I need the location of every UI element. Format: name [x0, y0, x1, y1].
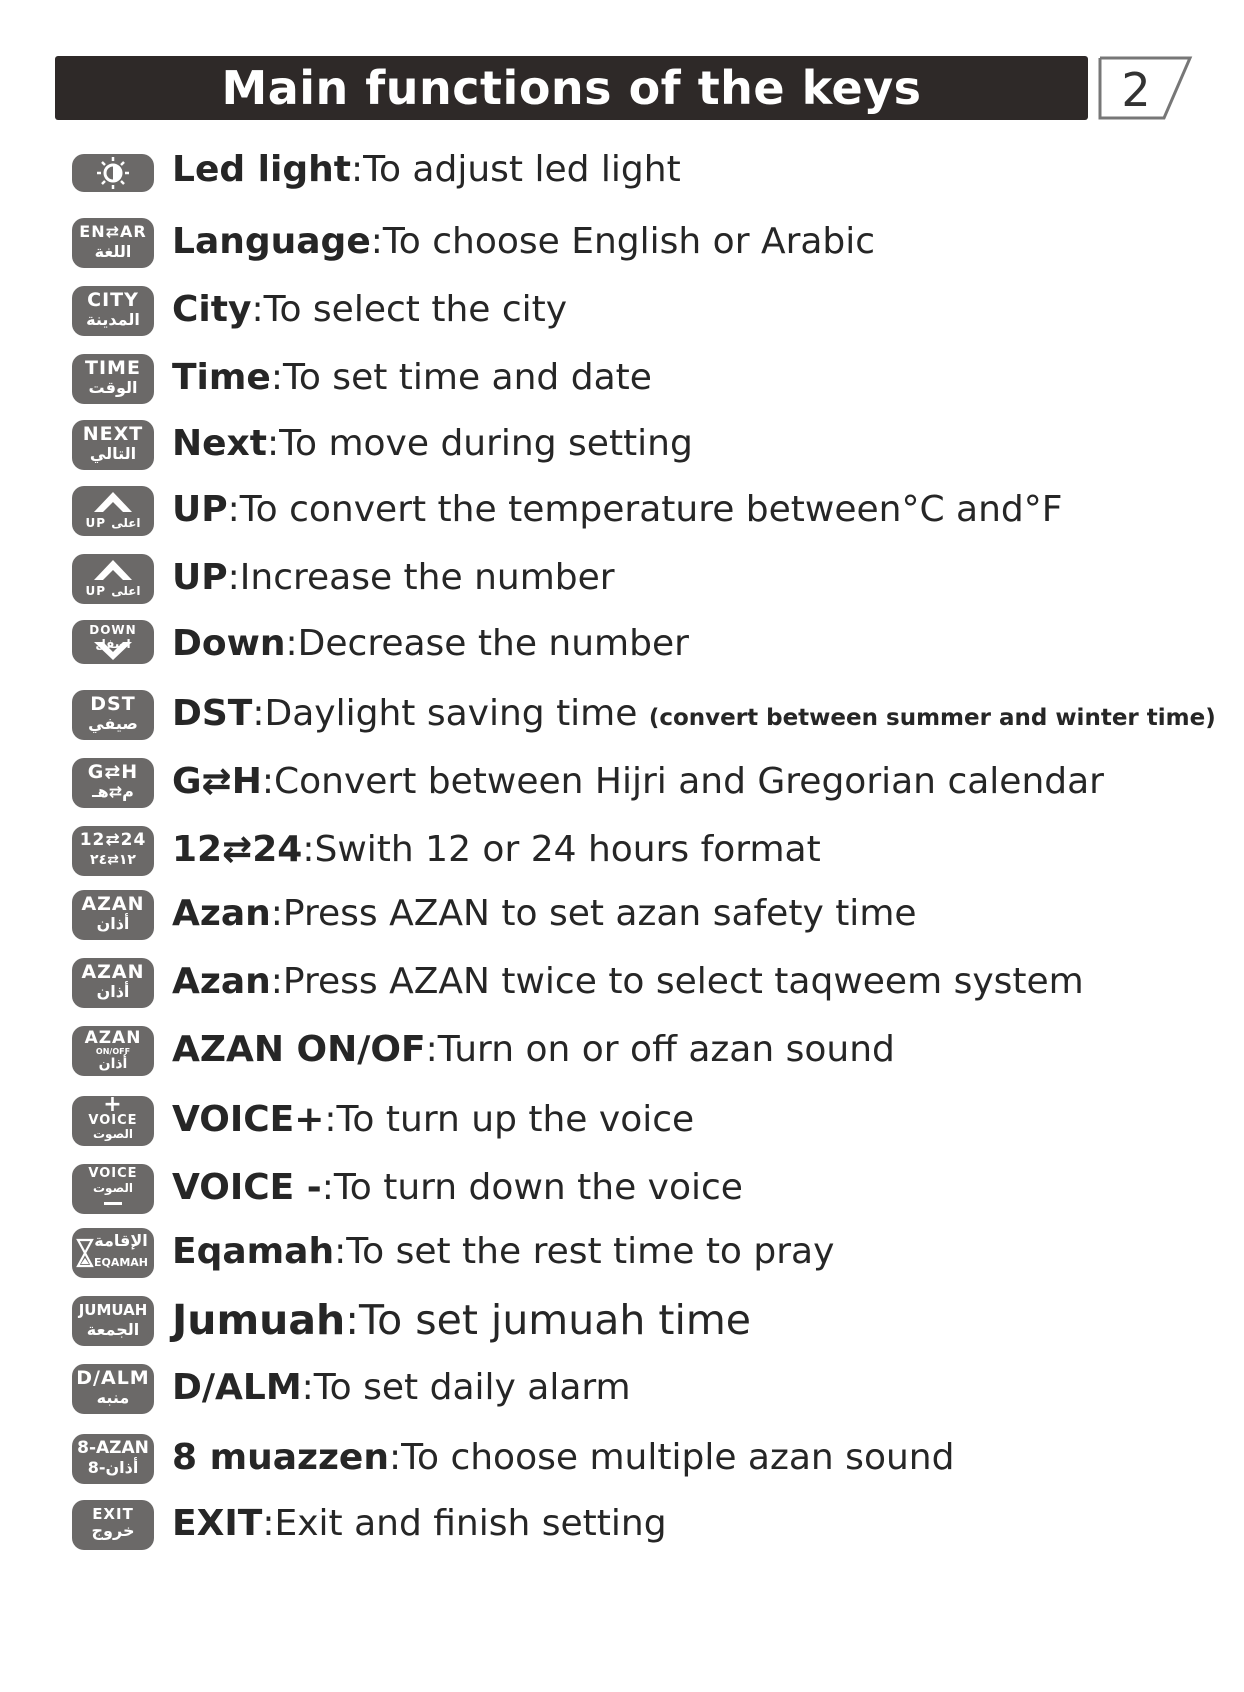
- key-description: Exit and finish setting: [274, 1503, 667, 1544]
- key-name: VOICE -: [172, 1167, 322, 1208]
- key-note: (convert between summer and winter time): [648, 705, 1216, 731]
- key-icon-latin: EXIT: [92, 1505, 134, 1523]
- key-description: To turn down the voice: [333, 1167, 743, 1208]
- eight-azan-key-icon: [72, 1434, 154, 1484]
- key-name: Led light: [172, 149, 351, 190]
- key-description: To set jumuah time: [359, 1296, 752, 1344]
- key-name: Azan: [172, 893, 271, 934]
- key-icon-mini: ON/OFF: [95, 1047, 131, 1056]
- key-icon-latin: TIME: [85, 357, 141, 379]
- key-description: To set daily alarm: [313, 1367, 631, 1408]
- key-description: To set time and date: [282, 357, 652, 398]
- key-icon-arabic: أذان: [96, 982, 130, 1001]
- key-label: Time:To set time and date: [172, 357, 652, 398]
- key-icon-latin: 8-AZAN: [77, 1438, 149, 1458]
- key-label: Jumuah:To set jumuah time: [172, 1296, 752, 1344]
- key-label: UP:To convert the temperature between°C and°F: [172, 489, 1063, 530]
- key-description: Increase the number: [239, 557, 615, 598]
- key-description: To choose multiple azan sound: [401, 1437, 955, 1478]
- key-icon-arabic: أذان: [96, 914, 130, 933]
- key-icon-latin: AZAN: [81, 893, 145, 915]
- key-description: To move during setting: [279, 423, 693, 464]
- key-icon-arabic: التالي: [89, 444, 137, 463]
- key-name: Eqamah: [172, 1231, 335, 1272]
- page-number: 2: [1121, 63, 1151, 117]
- key-icon-latin: D/ALM: [76, 1367, 150, 1389]
- key-name: City: [172, 289, 252, 330]
- key-description: To convert the temperature between°C and°F: [239, 489, 1063, 530]
- sun-icon: [72, 154, 154, 192]
- key-icon-latin: AZAN: [81, 961, 145, 983]
- key-name: UP: [172, 489, 228, 530]
- key-icon-latin: JUMUAH: [78, 1301, 148, 1319]
- key-name: VOICE+: [172, 1099, 325, 1140]
- minus-icon: [72, 1199, 154, 1209]
- key-icon-latin: 12⇄24: [79, 830, 147, 850]
- key-label: Down:Decrease the number: [172, 623, 689, 664]
- eqamah-key-icon: [72, 1228, 154, 1278]
- key-icon-arabic: الصوت: [92, 1181, 134, 1195]
- key-icon-arabic: الجمعة: [86, 1320, 140, 1339]
- key-icon-latin: CITY: [87, 289, 139, 311]
- key-icon-arabic: الصوت: [92, 1127, 134, 1141]
- key-icon-arabic: المدينة: [86, 310, 140, 329]
- azan-on-off-key-icon: [72, 1026, 154, 1076]
- key-name: Time: [172, 357, 271, 398]
- key-icon-arabic: م⇄هـ: [92, 782, 134, 801]
- key-description: To adjust led light: [363, 149, 681, 190]
- key-icon-latin: VOICE: [88, 1166, 138, 1181]
- key-label: UP:Increase the number: [172, 557, 615, 598]
- key-name: 8 muazzen: [172, 1437, 389, 1478]
- header-bar: [55, 56, 1088, 120]
- key-label: Eqamah:To set the rest time to pray: [172, 1231, 835, 1272]
- key-name: Azan: [172, 961, 271, 1002]
- key-description: Convert between Hijri and Gregorian calendar: [273, 761, 1104, 802]
- key-icon-arabic: الإقامة: [94, 1231, 148, 1250]
- key-description: Swith 12 or 24 hours format: [314, 829, 821, 870]
- key-label: G⇄H:Convert between Hijri and Gregorian calendar: [172, 761, 1104, 802]
- key-description: Press AZAN to set azan safety time: [282, 893, 917, 934]
- key-label: 12⇄24:Swith 12 or 24 hours format: [172, 829, 821, 870]
- key-name: Language: [172, 221, 371, 262]
- language-key-icon: [72, 218, 154, 268]
- key-icon-arabic: أذان: [98, 1056, 128, 1072]
- key-name: Jumuah: [172, 1296, 346, 1344]
- key-icon-latin: NEXT: [82, 423, 144, 445]
- key-label: Led light:To adjust led light: [172, 149, 681, 190]
- hour-format-key-icon: [72, 826, 154, 876]
- key-description: Daylight saving time: [264, 693, 638, 734]
- key-description: Decrease the number: [297, 623, 689, 664]
- page-number-box: [1098, 56, 1194, 120]
- azan-key-icon: [72, 890, 154, 940]
- key-name: 12⇄24: [172, 829, 303, 870]
- key-name: Next: [172, 423, 267, 464]
- key-icon-arabic: الوقت: [88, 378, 138, 397]
- voice-up-key-icon: [72, 1096, 154, 1146]
- key-name: AZAN ON/OF: [172, 1029, 426, 1070]
- key-icon-latin: DST: [90, 693, 136, 715]
- key-icon-latin: G⇄H: [87, 761, 139, 783]
- key-icon-latin: DOWN اسفل: [89, 623, 137, 651]
- key-label: EXIT:Exit and finish setting: [172, 1503, 667, 1544]
- next-key-icon: [72, 420, 154, 470]
- key-name: D/ALM: [172, 1367, 302, 1408]
- key-label: DST:Daylight saving time (convert between summer and winter time): [172, 693, 1216, 734]
- key-label: Next:To move during setting: [172, 423, 693, 464]
- page-title: Main functions of the keys: [221, 61, 922, 115]
- key-icon-latin: EQAMAH: [93, 1256, 149, 1269]
- key-description: To select the city: [263, 289, 568, 330]
- key-label: AZAN ON/OF:Turn on or off azan sound: [172, 1029, 895, 1070]
- hijri-gregorian-key-icon: [72, 758, 154, 808]
- down-arrow-icon: [72, 620, 154, 664]
- key-icon-arabic: اللغة: [94, 242, 132, 261]
- key-description: To choose English or Arabic: [382, 221, 876, 262]
- key-label: 8 muazzen:To choose multiple azan sound: [172, 1437, 955, 1478]
- azan-key-icon: [72, 958, 154, 1008]
- key-name: G⇄H: [172, 761, 262, 802]
- key-icon-plus: +: [103, 1096, 123, 1117]
- key-icon-arabic: صيفي: [88, 714, 138, 733]
- key-label: VOICE -:To turn down the voice: [172, 1167, 743, 1208]
- city-key-icon: [72, 286, 154, 336]
- key-description: Press AZAN twice to select taqweem system: [282, 961, 1084, 1002]
- key-name: EXIT: [172, 1503, 263, 1544]
- voice-down-key-icon: [72, 1164, 154, 1214]
- key-description: To turn up the voice: [336, 1099, 695, 1140]
- key-icon-latin: VOICE: [88, 1113, 138, 1128]
- up-arrow-icon: [72, 486, 154, 536]
- key-name: DST: [172, 693, 253, 734]
- key-description: To set the rest time to pray: [346, 1231, 835, 1272]
- daily-alarm-key-icon: [72, 1364, 154, 1414]
- key-label: Azan:Press AZAN twice to select taqweem system: [172, 961, 1084, 1002]
- key-name: Down: [172, 623, 286, 664]
- key-label: VOICE+:To turn up the voice: [172, 1099, 695, 1140]
- dst-key-icon: [72, 690, 154, 740]
- up-arrow-icon: [72, 554, 154, 604]
- key-label: D/ALM:To set daily alarm: [172, 1367, 631, 1408]
- key-icon-arabic: منبه: [96, 1388, 130, 1407]
- key-label: Language:To choose English or Arabic: [172, 221, 876, 262]
- key-name: UP: [172, 557, 228, 598]
- key-icon-latin: AZAN: [84, 1028, 142, 1048]
- time-key-icon: [72, 354, 154, 404]
- jumuah-key-icon: [72, 1296, 154, 1346]
- key-icon-latin: EN⇄AR: [79, 222, 147, 241]
- exit-key-icon: [72, 1500, 154, 1550]
- key-icon-latin: UP اعلى: [85, 584, 141, 598]
- key-icon-arabic: 8-أذان: [87, 1458, 139, 1477]
- key-icon-latin: UP اعلى: [85, 516, 141, 530]
- key-label: City:To select the city: [172, 289, 568, 330]
- key-label: Azan:Press AZAN to set azan safety time: [172, 893, 917, 934]
- key-icon-arabic: خروج: [91, 1521, 135, 1540]
- key-description: Turn on or off azan sound: [437, 1029, 895, 1070]
- key-icon-arabic: ١٢⇄٢٤: [90, 852, 136, 868]
